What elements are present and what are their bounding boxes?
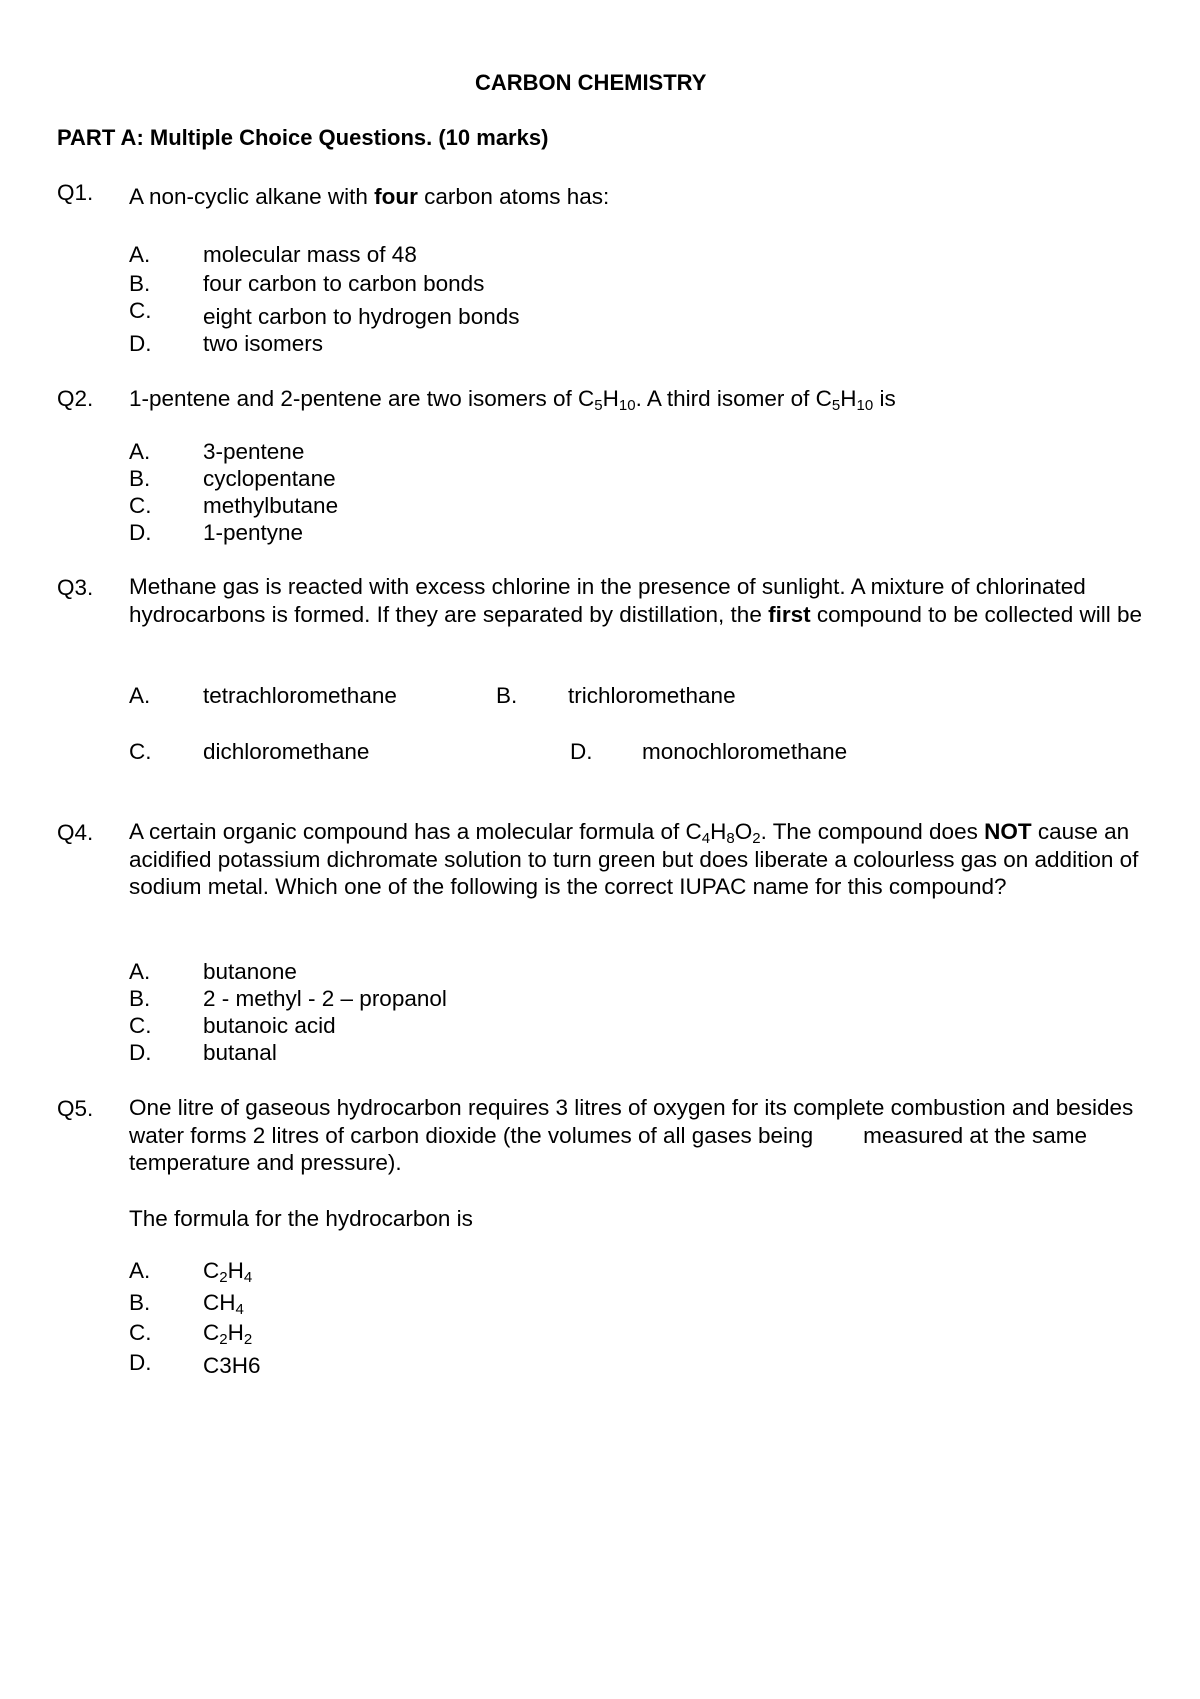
page-title: CARBON CHEMISTRY — [475, 70, 707, 95]
question-number: Q5. — [57, 1096, 94, 1121]
question-prompt: The formula for the hydrocarbon is — [129, 1206, 473, 1231]
option-letter: B. — [129, 466, 151, 491]
option-letter: B. — [129, 1290, 151, 1315]
option-text: two isomers — [203, 331, 324, 356]
option-text: butanoic acid — [203, 1013, 336, 1038]
option-letter: C. — [129, 1013, 152, 1038]
option-letter: C. — [129, 739, 152, 764]
option-text: molecular mass of 48 — [203, 242, 417, 267]
option-text: four carbon to carbon bonds — [203, 271, 485, 296]
option-text: tetrachloromethane — [203, 683, 397, 708]
option-letter: B. — [129, 271, 151, 296]
option-text: dichloromethane — [203, 739, 370, 764]
option-text: monochloromethane — [642, 739, 848, 764]
option-letter: B. — [129, 986, 151, 1011]
option-text: $CH_4$ — [203, 1290, 244, 1318]
option-letter: D. — [570, 739, 593, 764]
question-text: A certain organic compound has a molecular formula of $C_4H_8O_2$. The compound does NOT cause an acidified potassium dichromate solution to turn green but does liberate a colourless gas on addition of sodium metal. Which one of the following is the correct IUPAC name for this compound? — [129, 819, 1139, 899]
option-letter: A. — [129, 439, 151, 464]
option-text: butanone — [203, 959, 297, 984]
question-text: One litre of gaseous hydrocarbon requires 3 litres of oxygen for its complete combustion and besides water forms 2 litres of carbon dioxide (the volumes of all gases being measured at the same temperature and pressure). — [129, 1095, 1140, 1175]
question-number: Q2. — [57, 386, 94, 411]
option-letter: B. — [496, 683, 518, 708]
option-text: butanal — [203, 1040, 277, 1065]
option-letter: D. — [129, 1040, 152, 1065]
option-text: trichloromethane — [568, 683, 736, 708]
option-letter: A. — [129, 959, 151, 984]
option-text: cyclopentane — [203, 466, 336, 491]
option-text: 2 - methyl - 2 – propanol — [203, 986, 447, 1011]
option-letter: A. — [129, 242, 151, 267]
option-letter: D. — [129, 520, 152, 545]
option-letter: D. — [129, 331, 152, 356]
question-text: A non-cyclic alkane with four carbon atoms has: — [129, 184, 610, 209]
option-text: 3-pentene — [203, 439, 305, 464]
option-letter: A. — [129, 683, 151, 708]
option-text: methylbutane — [203, 493, 339, 518]
question-number: Q4. — [57, 820, 94, 845]
question-text: Methane gas is reacted with excess chlorine in the presence of sunlight. A mixture of chlorinated hydrocarbons is formed. If they are separated by distillation, the first compound to be collected will be — [129, 574, 1143, 627]
option-text: 1-pentyne — [203, 520, 304, 545]
option-letter: A. — [129, 1258, 151, 1283]
option-letter: C. — [129, 1320, 152, 1345]
question-number: Q1. — [57, 180, 94, 205]
option-text: $C_2H_4$ — [203, 1258, 253, 1286]
part-heading: PART A: Multiple Choice Questions. (10 marks) — [57, 125, 549, 150]
option-text: eight carbon to hydrogen bonds — [203, 304, 520, 329]
option-letter: D. — [129, 1350, 152, 1375]
question-text: 1-pentene and 2-pentene are two isomers of $C_5H_{10}$. A third isomer of $C_5H_{10}$ is — [129, 386, 896, 414]
question-number: Q3. — [57, 575, 94, 600]
option-text: $C_2H_2$ — [203, 1320, 253, 1348]
option-text: C3H6 — [203, 1353, 261, 1378]
option-letter: C. — [129, 493, 152, 518]
option-letter: C. — [129, 298, 152, 323]
